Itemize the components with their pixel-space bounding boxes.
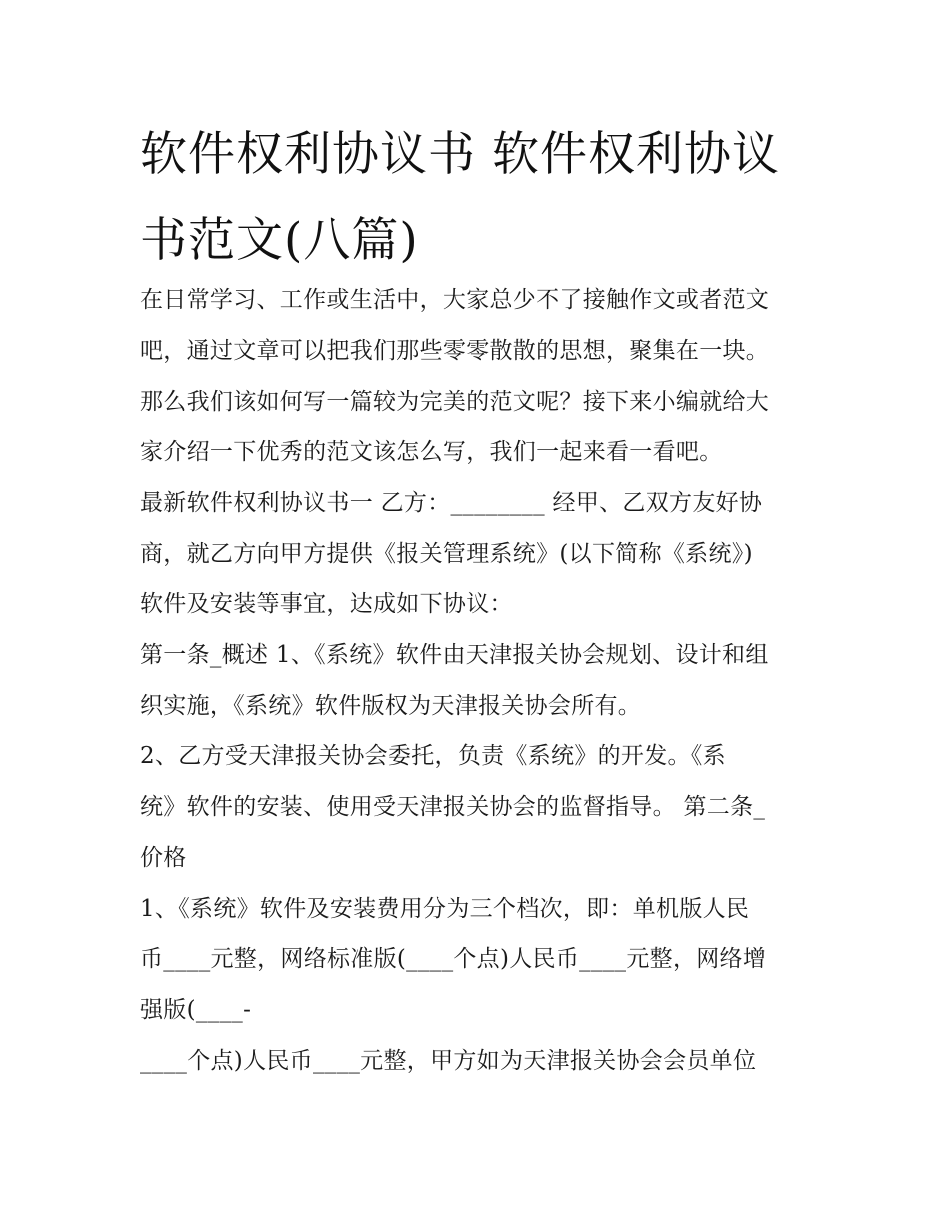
body-line: 织实施，《系统》软件版权为天津报关协会所有。: [140, 693, 642, 719]
body-line: 币____元整，网络标准版(____个点)人民币____元整，网络增: [140, 946, 767, 972]
body-line: 最新软件权利协议书一 乙方：________ 经甲、乙双方友好协: [140, 490, 763, 516]
body-line: 家介绍一下优秀的范文该怎么写，我们一起来看一看吧。: [140, 439, 723, 465]
body-line: 统》软件的安装、使用受天津报关协会的监督指导。 第二条_: [140, 794, 766, 820]
body-line: 那么我们该如何写一篇较为完美的范文呢？接下来小编就给大: [140, 389, 770, 415]
body-line: 第一条_概述 1、《系统》软件由天津报关协会规划、设计和组: [140, 642, 769, 668]
body-line: ____个点)人民币____元整，甲方如为天津报关协会会员单位: [140, 1048, 757, 1074]
title-line: 软件权利协议书 软件权利协议: [140, 127, 780, 182]
body-line: 价格: [140, 845, 187, 871]
body-line: 软件及安装等事宜，达成如下协议：: [140, 591, 513, 617]
body-line: 2、乙方受天津报关协会委托，负责《系统》的开发。《系: [140, 743, 726, 769]
body-line: 商，就乙方向甲方提供《报关管理系统》(以下简称《系统》): [140, 541, 753, 567]
body-line: 1、《系统》软件及安装费用分为三个档次，即：单机版人民: [140, 896, 750, 922]
body-line: 吧，通过文章可以把我们那些零零散散的思想，聚集在一块。: [140, 338, 770, 364]
document-title: [140, 112, 830, 284]
title-line: 书范文(八篇): [140, 213, 419, 268]
body-line: 强版(____-: [140, 997, 252, 1023]
body-line: 在日常学习、工作或生活中，大家总少不了接触作文或者范文: [140, 287, 770, 313]
